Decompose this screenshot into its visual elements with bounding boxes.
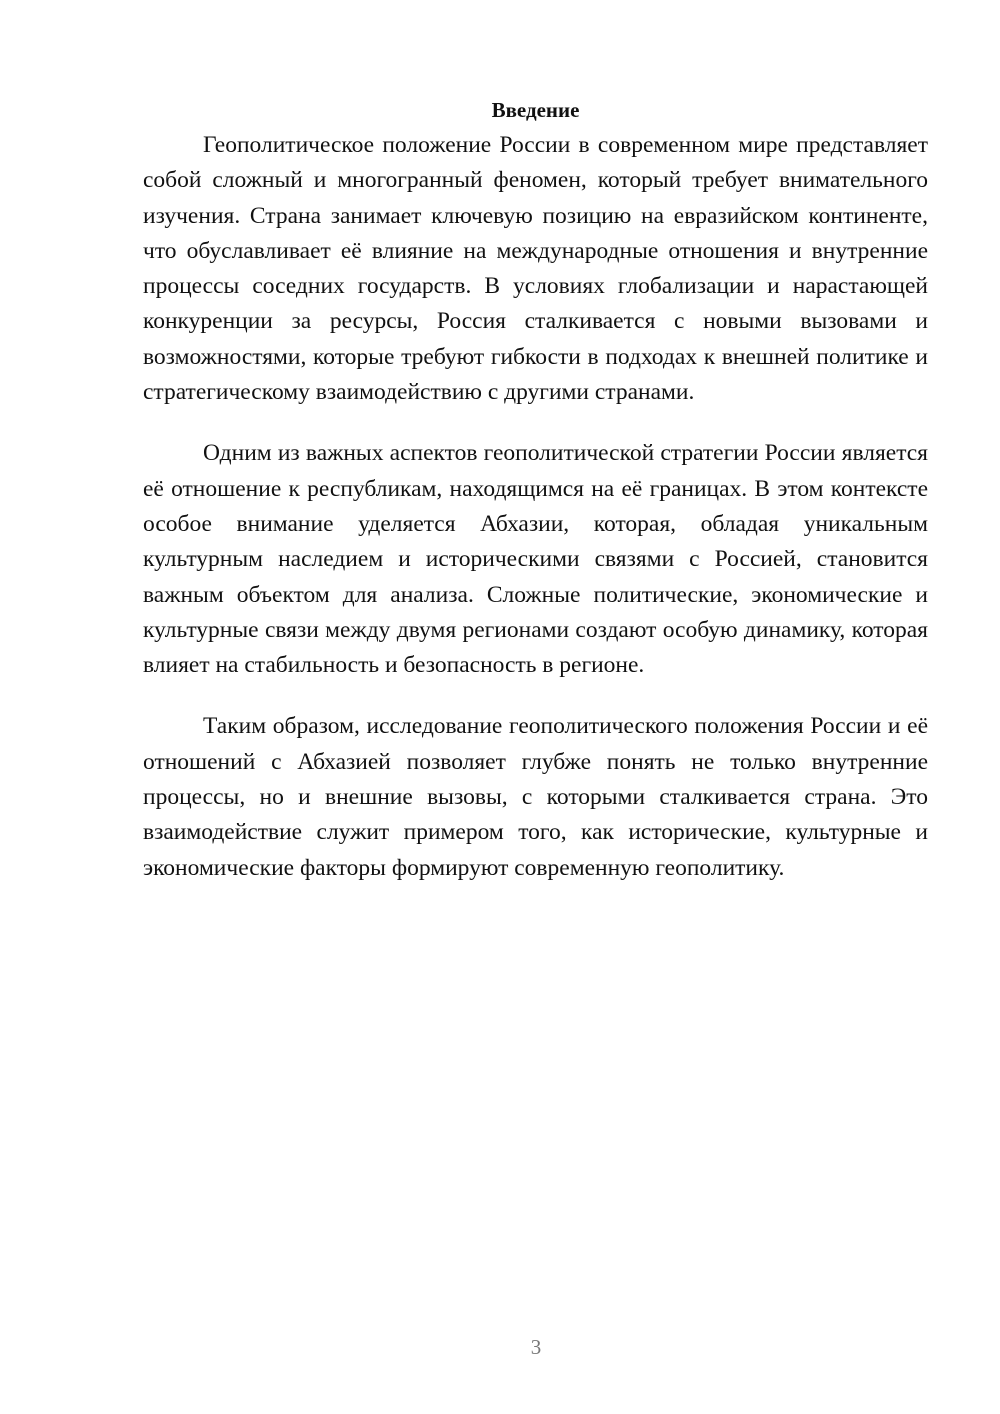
paragraph-2: Одним из важных аспектов геополитической стратегии России является её отношение к республикам, находящимся на её границах. В этом контексте особое внимание уделяется Абхазии, которая, обладая уникальным культурным наследием и историческими связями с Россией, становится важным объектом для анализа. Сложные политические, экономические и культурные связи между двумя регионами создают особую динамику, которая влияет на стабильность и безопасность в регионе. bbox=[143, 440, 928, 679]
paragraph-3: Таким образом, исследование геополитического положения России и её отношений с Абхазией позволяет глубже понять не только внутренние процессы, но и внешние вызовы, с которыми сталкивается страна. Это взаимодействие служит примером того, как исторические, культурные и экономические факторы формируют современную геополитику. bbox=[143, 713, 928, 881]
page-content bbox=[143, 93, 928, 912]
paragraph-1: Геополитическое положение России в современном мире представляет собой сложный и многогранный феномен, который требует внимательного изучения. Страна занимает ключевую позицию на евразийском континенте, что обуславливает её влияние на международные отношения и внутренние процессы соседних государств. В условиях глобализации и нарастающей конкуренции за ресурсы, Россия сталкивается с новыми вызовами и возможностями, которые требуют гибкости в подходах к внешней политике и стратегическому взаимодействию с другими странами. bbox=[143, 132, 928, 406]
page-number: 3 bbox=[530, 1335, 542, 1359]
section-title: Введение bbox=[491, 98, 580, 122]
